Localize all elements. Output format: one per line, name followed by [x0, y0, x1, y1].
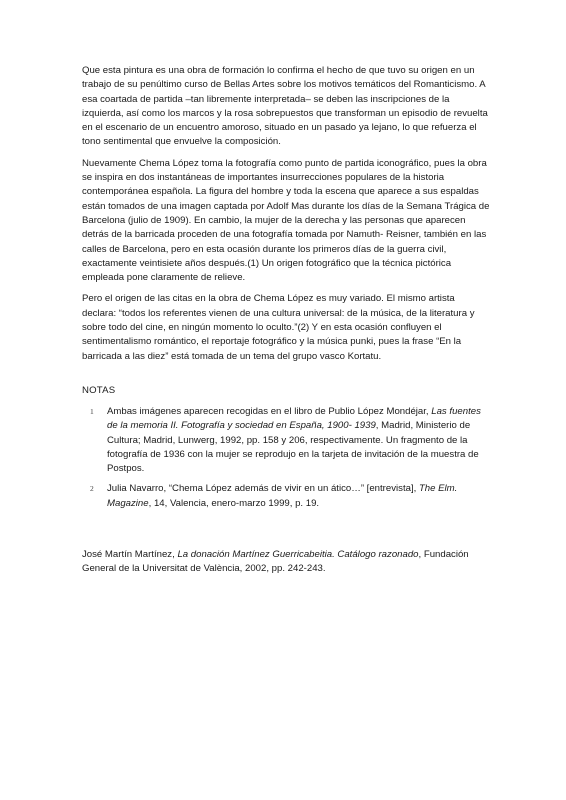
citation-author: José Martín Martínez,	[82, 549, 178, 560]
paragraph-2: Nuevamente Chema López toma la fotografía como punto de partida iconográfico, pues la obra se inspira en dos instantáneas de importantes insurrecciones populares de la historia contemporánea española. La figura del hombre y toda la escena que aparece a sus espaldas están tomados de una imagen captada por Adolf Mas durante los días de la Semana Trágica de Barcelona (julio de 1909). En cambio, la mujer de la derecha y las personas que aparecen detrás de la barricada proceden de una fotografía tomada por Namuth- Reisner, también en las calles de Barcelona, pero en esta ocasión durante los primeros días de la guerra civil, exactamente veintisiete años después.(1) Un origen fotográfico que la técnica pictórica empleada pone claramente de relieve.	[82, 157, 490, 284]
citation-publisher: , Fundación General de la Universitat de València, 2002, pp. 242-243.	[82, 549, 469, 575]
note-book-title: Las fuentes de la memoria II. Fotografía y sociedad en España, 1900- 1939	[107, 406, 481, 432]
note-number: 2	[90, 484, 94, 494]
note-text	[107, 482, 492, 511]
paragraph-3: Pero el origen de las citas en la obra de Chema López es muy variado. El mismo artista declara: “todos los referentes vienen de una cultura universal: de la música, de la literatura y sobre todo del cine, en ningún momento lo oculto.”(2) Y en esta ocasión confluyen el sentimentalismo romántico, el reportaje fotográfico y la música punki, pues la frase “En la barricada a las diez” está tomada de un tema del grupo vasco Kortatu.	[82, 293, 475, 362]
citation-title: La donación Martínez Guerricabeitia. Catálogo razonado	[177, 549, 419, 560]
note-text-end: , Madrid, Ministerio de Cultura; Madrid, Lunwerg, 1992, pp. 158 y 206, respectivamente. Un fragmento de la fotografía de 1936 con la mujer se reprodujo en la tarjeta de invitación de la muestra de Postpos.	[107, 420, 479, 475]
note-number: 1	[90, 407, 94, 416]
body-text	[82, 64, 490, 371]
note-text-end: , 14, Valencia, enero-marzo 1999, p. 19.	[148, 497, 320, 509]
paragraph-1: Que esta pintura es una obra de formación lo confirma el hecho de que tuvo su origen en un trabajo de su penúltimo curso de Bellas Artes sobre los motivos temáticos del Romanticismo. A esa coartada de partida –tan libremente interpretada– se deben las inscripciones de la izquierda, así como los marcos y la rosa sobrepuestos que transforman un episodio de revuelta en el escenario de un encuentro amoroso, situado en un pasado ya lejano, lo que refuerza el tono sentimental que envuelve la composición.	[82, 65, 488, 148]
note-item	[90, 405, 492, 476]
note-text	[107, 405, 492, 476]
note-item	[90, 482, 492, 511]
notes-list	[90, 405, 492, 517]
notes-heading: NOTAS	[82, 385, 116, 396]
note-text-start: Ambas imágenes aparecen recogidas en el libro de Publio López Mondéjar,	[107, 406, 432, 417]
note-text-start: Julia Navarro, “Chema López además de vivir en un ático…” [entrevista],	[107, 483, 419, 495]
source-citation	[82, 548, 502, 577]
note-magazine-title: The Elm. Magazine	[107, 483, 458, 509]
